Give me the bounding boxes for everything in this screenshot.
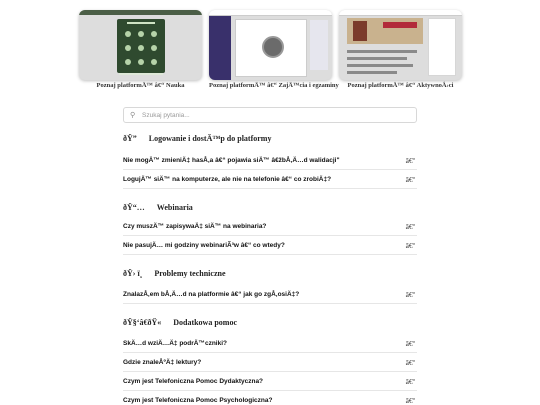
faq-item[interactable]: SkÄ…d wziÄ…Ä‡ podrÄ™czniki? â€º [123,334,417,353]
section-title-webinaria: ðŸ“… Webinaria [123,202,193,212]
faq-item[interactable]: Gdzie znaleÅºÄ‡ lektury? â€º [123,353,417,372]
thumbnail-zajecia[interactable] [209,10,339,89]
calendar-icon: ðŸ“… [123,202,145,212]
chevron-right-icon: â€º [405,338,415,348]
chevron-right-icon: â€º [405,174,415,184]
thumbnail-caption: Poznaj platformÄ™ â€“ Nauka [96,82,185,89]
lock-icon: ðŸ” [123,133,137,143]
thumbnail-caption: Poznaj platformÄ™ â€“ ZajÄ™cia i egzaminy [209,82,339,89]
section-title-pomoc: ðŸ§‘â€ðŸ« Dodatkowa pomoc [123,317,237,327]
section-title-logowanie: ðŸ” Logowanie i dostÄ™p do platformy [123,133,272,143]
search-box[interactable] [123,107,417,123]
video-thumbnails [79,10,462,90]
thumbnail-image[interactable] [209,10,332,80]
search-input[interactable] [142,112,402,119]
chevron-right-icon: â€º [405,289,415,299]
chevron-right-icon: â€º [405,395,415,405]
thumbnail-image[interactable] [339,10,462,80]
chevron-right-icon: â€º [405,357,415,367]
thumbnail-image[interactable] [79,10,202,80]
chevron-right-icon: â€º [405,155,415,165]
section-title-problemy: ðŸ› ï¸ Problemy techniczne [123,268,226,278]
thumbnail-aktywnosci[interactable] [339,10,462,89]
faq-item[interactable]: Czym jest Telefoniczna Pomoc Dydaktyczna? â€º [123,372,417,391]
chevron-right-icon: â€º [405,221,415,231]
chevron-right-icon: â€º [405,376,415,386]
faq-item[interactable]: Nie mogÄ™ zmieniÄ‡ hasÅ‚a â€“ pojawia siÄ™ â€žbÅ‚Ä…d walidacji" â€º [123,151,417,170]
chevron-right-icon: â€º [405,240,415,250]
thumbnail-caption: Poznaj platformÄ™ â€“ AktywnoÅ›ci [347,82,454,89]
faq-list [123,131,417,405]
faq-item[interactable]: Czym jest Telefoniczna Pomoc Psychologiczna? â€º [123,391,417,405]
teacher-icon: ðŸ§‘â€ðŸ« [123,317,162,327]
search-icon: ⚲ [130,112,136,119]
faq-item[interactable]: LogujÄ™ siÄ™ na komputerze, ale nie na telefonie â€“ co zrobiÄ‡? â€º [123,170,417,189]
tools-icon: ðŸ› ï¸ [123,268,143,278]
faq-item[interactable]: Nie pasujÄ… mi godziny webinariÃ³w â€“ co wtedy? â€º [123,236,417,255]
faq-item[interactable]: Czy muszÄ™ zapisywaÄ‡ siÄ™ na webinaria? â€º [123,217,417,236]
thumbnail-nauka[interactable] [79,10,202,89]
faq-item[interactable]: ZnalazÅ‚em bÅ‚Ä…d na platformie â€“ jak go zgÅ‚osiÄ‡? â€º [123,285,417,304]
